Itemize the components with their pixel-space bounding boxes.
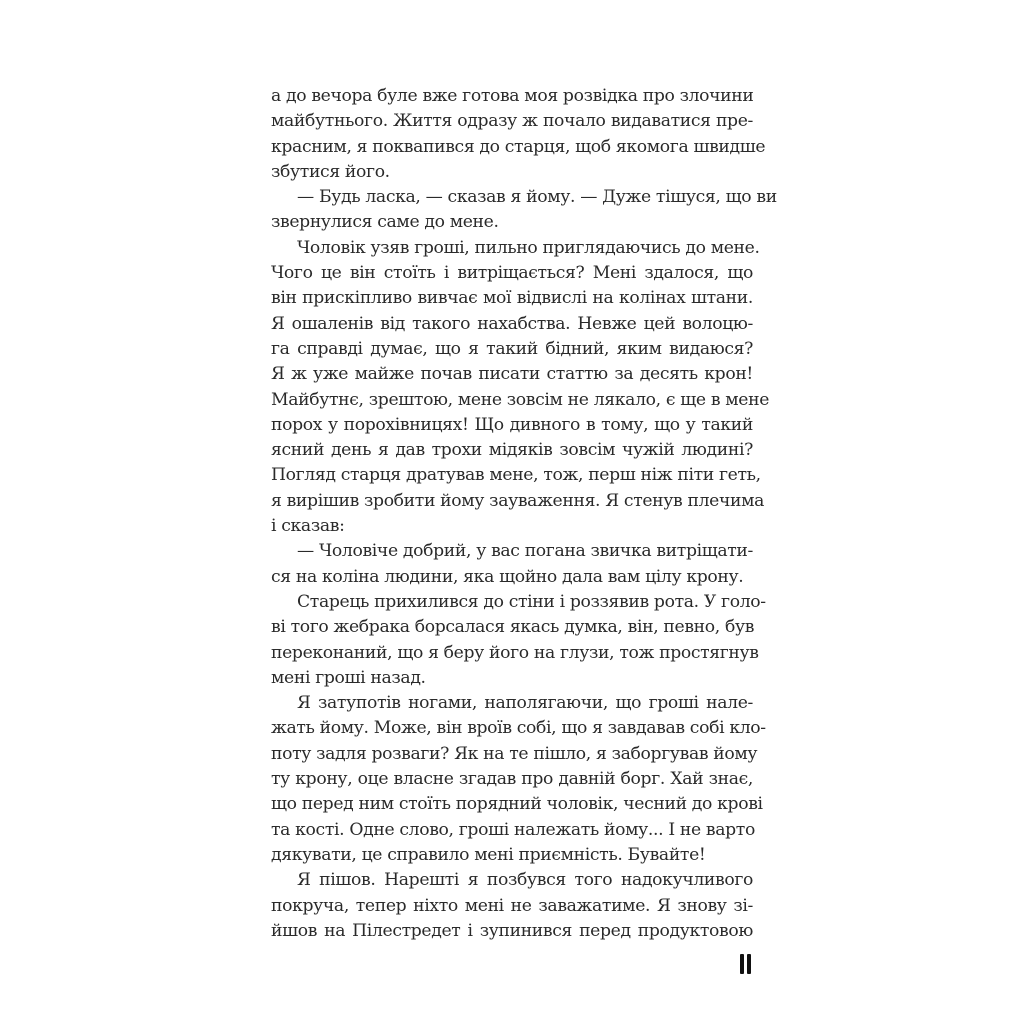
text-line: Чого це він стоїть і витріщається? Мені здалося, що (271, 263, 753, 284)
page-number (740, 954, 754, 974)
text-line: ту крону, оце власне згадав про давній борг. Хай знає, (271, 769, 753, 790)
text-line: жать йому. Може, він вроїв собі, що я завдавав собі кло- (271, 718, 766, 739)
text-line: — Будь ласка, — сказав я йому. — Дуже тішуся, що ви (297, 187, 777, 208)
text-line: дякувати, це справило мені приємність. Бувайте! (271, 844, 706, 865)
text-line: ясний день я дав трохи мідяків зовсім чужій людині? (271, 440, 753, 461)
text-line: Я ошаленів від такого нахабства. Невже цей волоцю- (271, 313, 753, 334)
text-line: він прискіпливо вивчає мої відвислі на колінах штани. (271, 288, 753, 309)
text-line: га справді думає, що я такий бідний, яким видаюся? (271, 338, 753, 359)
text-line: Майбутнє, зрештою, мене зовсім не лякало, є ще в мене (271, 389, 770, 410)
text-line: Старець прихилився до стіни і роззявив рота. У голо- (297, 591, 766, 612)
text-line: що перед ним стоїть порядний чоловік, чесний до крові (271, 794, 763, 815)
text-line: Чоловік узяв гроші, пильно приглядаючись до мене. (297, 237, 760, 258)
text-line: ся на коліна людини, яка щойно дала вам цілу крону. (271, 566, 744, 587)
text-line: а до вечора буле вже готова моя розвідка про злочини (271, 86, 754, 106)
text-line: мені гроші назад. (271, 667, 426, 688)
text-line: ві того жебрака борсалася якась думка, він, певно, був (271, 617, 755, 638)
text-line: покруча, тепер ніхто мені не заважатиме. Я знову зі- (271, 895, 753, 916)
text-line: та кості. Одне слово, гроші належать йому... І не варто (271, 819, 755, 840)
text-line: йшов на Пілестредет і зупинився перед продуктовою (271, 920, 753, 941)
body-text (271, 84, 777, 944)
page-number-glyph (740, 954, 744, 974)
text-line: майбутнього. Життя одразу ж почало видаватися пре- (271, 111, 753, 132)
text-line: переконаний, що я беру його на глузи, тож простягнув (271, 642, 759, 663)
text-line: — Чоловіче добрий, у вас погана звичка витріщати- (297, 541, 753, 562)
text-line: звернулися саме до мене. (271, 212, 499, 233)
text-line: красним, я поквапився до старця, щоб якомога швидше (271, 136, 766, 157)
text-line: Погляд старця дратував мене, тож, перш ніж піти геть, (271, 465, 761, 486)
text-line: збутися його. (271, 161, 390, 182)
text-line: Я затупотів ногами, наполягаючи, що гроші нале- (297, 693, 753, 714)
text-line: Я пішов. Нарешті я позбувся того надокучливого (297, 870, 753, 891)
text-line: і сказав: (271, 516, 345, 537)
page-number-glyph (747, 954, 751, 974)
text-line: порох у порохівницях! Що дивного в тому, що у такий (271, 414, 753, 435)
text-line: поту задля розваги? Як на те пішло, я заборгував йому (271, 743, 758, 764)
text-line: Я ж уже майже почав писати статтю за десять крон! (271, 364, 753, 385)
text-line: я вирішив зробити йому зауваження. Я стенув плечима (271, 490, 765, 511)
